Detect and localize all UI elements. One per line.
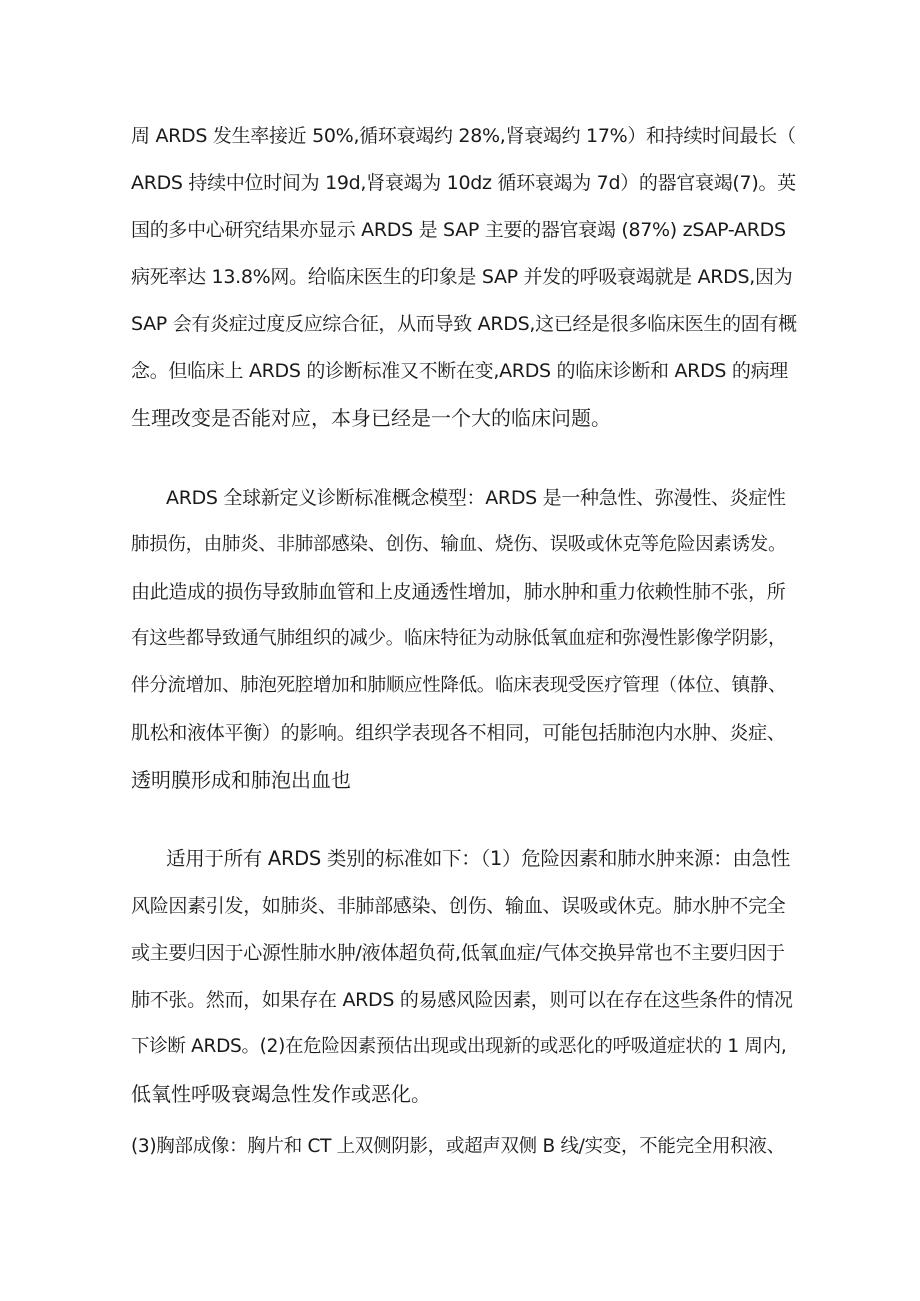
text-line: 风险因素引发，如肺炎、非肺部感染、创伤、输血、误吸或休克。肺水肿不完全 [131, 895, 786, 917]
text-line: 念。但临床上 ARDS 的诊断标准又不断在变,ARDS 的临床诊断和 ARDS 的病理 [131, 360, 789, 382]
text-line: 国的多中心研究结果亦显示 ARDS 是 SAP 主要的器官衰竭 (87%) zSAP-ARDS [131, 219, 786, 241]
text-line: 生理改变是否能对应，本身已经是一个大的临床问题。 [131, 406, 611, 430]
text-line: ARDS 持续中位时间为 19d,肾衰竭为 10dz 循环衰竭为 7d）的器官衰竭(7)。英 [131, 172, 796, 194]
text-line: 伴分流增加、肺泡死腔增加和肺顺应性降低。临床表现受医疗管理（体位、镇静、 [131, 675, 787, 696]
text-line: 病死率达 13.8%网。给临床医生的印象是 SAP 并发的呼吸衰竭就是 ARDS,因为 [131, 266, 793, 288]
text-line: ARDS 全球新定义诊断标准概念模型：ARDS 是一种急性、弥漫性、炎症性 [166, 487, 786, 509]
text-line: 下诊断 ARDS。(2)在危险因素预估出现或出现新的或恶化的呼吸道症状的 1 周内, [131, 1036, 787, 1057]
text-line: 低氧性呼吸衰竭急性发作或恶化。 [131, 1082, 431, 1106]
text-line: 适用于所有 ARDS 类别的标准如下：（1）危险因素和肺水肿来源：由急性 [166, 847, 791, 870]
text-line: 周 ARDS 发生率接近 50%,循环衰竭约 28%,肾衰竭约 17%）和持续时间最长（ [131, 125, 796, 147]
text-line: (3)胸部成像：胸片和 CT 上双侧阴影，或超声双侧 B 线/实变，不能完全用积液、 [131, 1136, 785, 1157]
text-line: 肌松和液体平衡）的影响。组织学表现各不相同，可能包括肺泡内水肿、炎症、 [131, 722, 786, 744]
text-line: 肺损伤，由肺炎、非肺部感染、创伤、输血、烧伤、误吸或休克等危险因素诱发。 [131, 534, 787, 555]
text-line: 有这些都导致通气肺组织的减少。临床特征为动脉低氧血症和弥漫性影像学阴影， [131, 628, 787, 649]
text-line: 透明膜形成和肺泡出血也 [131, 768, 351, 792]
text-line: 肺不张。然而，如果存在 ARDS 的易感风险因素，则可以在存在这些条件的情况 [131, 989, 793, 1011]
text-line: 或主要归因于心源性肺水肿/液体超负荷,低氧血症/气体交换异常也不主要归因于 [131, 942, 785, 964]
text-line: SAP 会有炎症过度反应综合征，从而导致 ARDS,这已经是很多临床医生的固有概 [131, 313, 797, 335]
text-line: 由此造成的损伤导致肺血管和上皮通透性增加，肺水肿和重力依赖性肺不张，所 [131, 581, 786, 603]
